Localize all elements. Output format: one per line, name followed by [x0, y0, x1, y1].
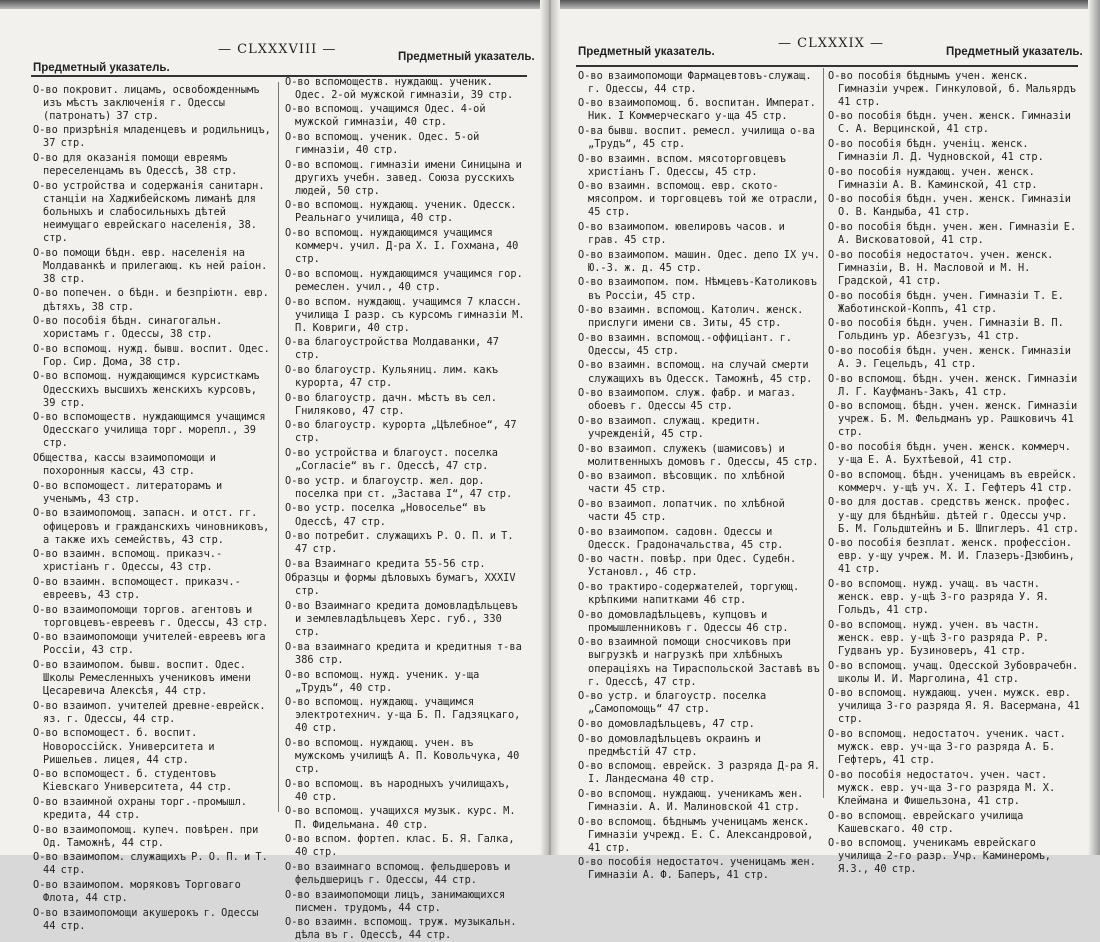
index-entry: О-во взаимопом. моряковъ Торговаго Флота, 44 стр.: [33, 878, 241, 905]
index-entry: О-во вспомощ. нужд. учен. въ частн. женск. евр. у-щѣ 3-го разряда Р. Р. Гудванъ ур. Бузиноверъ, 41 стр.: [828, 618, 1049, 657]
index-entry: О-во частн. повѣр. при Одес. Судебн. Установл., 46 стр.: [578, 553, 797, 579]
index-entry: О-ва бывш. воспит. ремесл. училища о-ва „Трудъ“, 45 стр.: [578, 124, 815, 150]
index-entry: О-во взаимн. вспомощ. Католич. женск. прислуги имени св. Зиты, 45 стр.: [578, 304, 804, 330]
index-entry: О-во взаимн. вспомощ. приказч.-христіанъ г. Одессы, 43 стр.: [33, 548, 223, 574]
index-entry: О-во покровит. лицамъ, освобожденнымъ изъ мѣстъ заключенія г. Одессы (патронатъ) 37 стр.: [33, 83, 260, 122]
index-entry: О-во устр. поселка „Новоселье“ въ Одессѣ, 47 стр.: [285, 502, 486, 528]
index-entry: О-во взаимопом. служ. фабр. и магаз. обоевъ г. Одессы 45 стр.: [578, 387, 797, 413]
index-entry: О-во Взаимнаго кредита домовладѣльцевъ и землевладѣльцевъ Херс. губ., 330 стр.: [285, 600, 518, 639]
index-entry: О-во вспомощ. нужд. бывш. воспит. Одес. Гор. Сир. Дома, 38 стр.: [33, 342, 270, 368]
index-entry: О-во пособія бѣдн. учен. женск. Гимназіи С. А. Верцинской, 41 стр.: [828, 110, 1071, 136]
index-entry: О-во домовладѣльцевъ окраинъ и предмѣстій 47 стр.: [578, 732, 761, 758]
right-page: [560, 0, 1088, 882]
index-entry: О-во устр. и благоустр. жел. дор. поселка при ст. „Застава І“, 47 стр.: [285, 474, 513, 500]
index-entry: О-во вспомощ. нужд. ученик. у-ща „Трудъ“, 40 стр.: [285, 668, 480, 694]
header-right: Предметный указатель.: [398, 51, 535, 63]
index-entry: О-во взаимопом. машин. Одес. депо ІХ уч. Ю.-З. ж. д. 45 стр.: [578, 248, 820, 274]
index-entry: О-во пособія бѣдн. учен. женск. Гимназіи О. В. Кандыба, 41 стр.: [828, 193, 1071, 219]
index-entry: О-во вспомощ. бѣдн. учен. женск. Гимназіи Л. Г. Кауфманъ-Закъ, 41 стр.: [828, 372, 1078, 398]
index-column-right: [285, 74, 527, 942]
index-entry: О-во взаимопомощ. купеч. повѣрен. при Од. Таможнѣ, 44 стр.: [33, 823, 259, 849]
index-entry: О-во вспомощ. бѣднымъ ученицамъ женск. Гимназіи учрежд. Е. С. Александровой, 41 стр.: [578, 815, 814, 854]
index-entry: О-во взаимн. вспомощест. приказч.-евреевъ, 43 стр.: [33, 575, 241, 601]
index-entry: О-во благоустр. курорта „Цѣлебное“, 47 стр.: [285, 419, 517, 445]
index-column-right: [828, 68, 1080, 876]
index-entry: О-во взаимн. вспомощ. труж. музыкальн. дѣла въ г. Одессѣ, 44 стр.: [285, 916, 517, 942]
index-entry: О-во устройства и благоуст. поселка „Согласіе“ въ г. Одессѣ, 47 стр.: [285, 447, 498, 473]
index-entry: Образцы и формы дѣловыхъ бумагъ, XXXIV стр.: [285, 572, 516, 598]
index-entry: О-во взаимопом. бывш. воспит. Одес. Школы Ремесленныхъ учениковъ имени Цесаревича Алексѣя, 44 стр.: [33, 658, 251, 698]
index-entry: Общества, кассы взаимопомощи и похоронныя кассы, 43 стр.: [33, 452, 216, 478]
book-gutter: [540, 0, 560, 855]
index-entry: О-во вспомощ. нужд. учащ. въ частн. женск. евр. у-щѣ 3-го разряда У. Я. Гольдъ, 41 стр.: [828, 577, 1049, 617]
index-entry: О-ва Взаимнаго кредита 55-56 стр.: [285, 557, 486, 570]
index-entry: О-во вспомощест. б. студентовъ Кіевскаго Университета, 44 стр.: [33, 768, 233, 794]
index-entry: О-во потребит. служащихъ Р. О. П. и Т. 47 стр.: [285, 530, 514, 556]
index-entry: О-во вспомощ. нуждающ. ученикамъ жен. Гимназіи. А. И. Малиновской 41 стр.: [578, 787, 804, 813]
index-entry: О-во взаимопомощи учителей-евреевъ юга Россіи, 43 стр.: [33, 631, 266, 657]
index-entry: О-во вспомощ. нуждающимся учащимся гор. ремеслен. учил., 40 стр.: [285, 267, 523, 293]
index-entry: О-во вспомощест. литераторамъ и ученымъ, 43 стр.: [33, 479, 223, 505]
index-entry: О-во пособія бѣдн. учен. Гимназіи Т. Е. Жаботинской-Коппъ, 41 стр.: [828, 289, 1064, 315]
page-number: — CLXXXIX —: [778, 36, 884, 51]
index-entry: О-во устр. и благоустр. поселка „Самопомощь“ 47 стр.: [578, 690, 767, 716]
index-entry: О-во пособія нуждающ. учен. женск. Гимназіи А. В. Каминской, 41 стр.: [828, 165, 1038, 191]
index-entry: О-во взаимопомощ. запасн. и отст. гг. офицеровъ и гражданскихъ чиновниковъ, а также ихъ семействъ, 43 стр.: [33, 507, 270, 546]
index-entry: О-во устройства и содержанія санитарн. станціи на Хаджибейскомъ лиманѣ для больныхъ и слабосильныхъ дѣтей неимущаго еврейскаго населенія, 38. стр.: [33, 179, 265, 245]
index-column-left: [33, 82, 274, 932]
index-entry: О-во взаимоп. служащ. кредитн. учрежденій, 45 стр.: [578, 414, 761, 440]
index-entry: О-во взаимной охраны торг.-промышл. кредита, 44 стр.: [33, 795, 247, 821]
index-entry: О-во взаимн. вспомощ. на случай смерти служащихъ въ Одесск. Таможнѣ, 45 стр.: [578, 359, 813, 385]
index-entry: О-во взаимопомощи Фармацевтовъ-служащ. г. Одессы, 44 стр.: [578, 69, 812, 95]
index-entry: О-во пособія бѣдн. учен. Гимназіи В. П. Гольдинъ ур. Абезгузъ, 41 стр.: [828, 317, 1064, 343]
index-entry: О-во взаимопомощ. б. воспитан. Императ. Ник. І Коммерческаго у-ща 45 стр.: [578, 97, 816, 123]
index-entry: О-во вспомощ. учащ. Одесской Зубоврачебн. школы И. И. Марголина, 41 стр.: [828, 659, 1079, 685]
index-entry: О-во домовладѣльцевъ, 47 стр.: [578, 717, 755, 730]
index-entry: О-во призрѣнія младенцевъ и родильницъ, 37 стр.: [33, 124, 271, 150]
index-entry: О-во взаимн. вспом. мясоторговцевъ христіанъ Г. Одессы, 45 стр.: [578, 152, 786, 178]
index-entry: О-во вспомощ. въ народныхъ училищахъ, 40 стр.: [285, 777, 511, 803]
index-entry: О-во пособія бѣдн. учен. жен. Гимназіи Е. А. Висковатовой, 41 стр.: [828, 221, 1077, 247]
index-entry: О-во пособія бѣднымъ учен. женск. Гимназіи учреж. Гинкуловой, б. Мальярдъ 41 стр.: [828, 69, 1076, 108]
index-entry: О-во вспомощ. нуждающ. учащимся электротехнич. у-ща Б. П. Гадзяцкаго, 40 стр.: [285, 696, 521, 735]
index-entry: О-во взаимопомощи торгов. агентовъ и торговцевъ-евреевъ г. Одессы, 43 стр.: [33, 603, 269, 629]
index-entry: О-во вспомощ. гимназіи имени Синицына и другихъ учебн. завед. Союза русскихъ людей, 50 стр.: [285, 158, 522, 197]
index-entry: О-во вспомощ. еврейск. 3 разряда Д-ра Я. І. Ландесмана 40 стр.: [578, 760, 820, 786]
header-left: Предметный указатель.: [33, 62, 170, 74]
index-entry: О-во вспомощ. еврейскаго училища Кашевскаго. 40 стр.: [828, 809, 1024, 835]
index-entry: О-во пособія безплат. женск. профессіон. евр. у-щу учреж. М. И. Глазеръ-Дзюбинъ, 41 стр.: [828, 537, 1075, 576]
index-entry: О-во домовладѣльцевъ, купцовъ и промышленниковъ г. Одессы 46 стр.: [578, 608, 789, 634]
index-entry: О-во вспомощ. учащимся Одес. 4-ой мужской гимназіи, 40 стр.: [285, 103, 486, 129]
index-entry: О-во вспомоществ. нуждающимся учащимся Одесскаго училища торг. морепл., 39 стр.: [33, 411, 266, 450]
header-rule: [576, 65, 1078, 67]
index-entry: О-во трактиро-содержателей, торгующ. крѣпкими напитками 46 стр.: [578, 580, 800, 607]
index-entry: О-во вспомощ. нуждающ. ученик. Одесск. Реальнаго училища, 40 стр.: [285, 199, 517, 225]
index-entry: О-во взаимопом. служащихъ Р. О. П. и Т. 44 стр.: [33, 851, 268, 877]
index-entry: О-во вспомощ. учащихся музык. курс. М. П. Фидельмана. 40 стр.: [285, 805, 516, 831]
index-entry: О-во вспомощ. недостаточ. ученик. част. мужск. евр. уч-ща 3-го разряда А. Б. Гефтеръ, 41 стр.: [828, 728, 1066, 767]
index-entry: О-во взаимоп. учителей древне-еврейск. яз. г. Одессы, 44 стр.: [33, 699, 266, 725]
index-entry: О-во пособія недостаточ. учен. женск. Гимназіи, В. Н. Масловой и М. Н. Градской, 41 стр.: [828, 248, 1054, 287]
column-separator: [823, 68, 824, 798]
index-entry: О-во для достав. средствъ женск. профес. у-щу для бѣднѣйш. дѣтей г. Одессы учр. Б. М. Гольдштейнъ и Б. Шпиглеръ. 41 стр.: [828, 496, 1079, 535]
index-entry: О-во вспомощ. нуждающимся учащимся коммерч. учил. Д-ра Х. І. Гохмана, 40 стр.: [285, 227, 519, 266]
index-entry: О-во пособія бѣдн. учен. женск. Гимназіи А. Э. Гецельдъ, 41 стр.: [828, 344, 1071, 370]
index-entry: О-во благоустр. дачн. мѣстъ въ сел. Гниляково, 47 стр.: [285, 391, 497, 417]
index-entry: О-во попечен. о бѣдн. и безпріютн. евр. дѣтяхъ, 38 стр.: [33, 287, 269, 313]
index-entry: О-во вспомощ. нуждающ. учен. мужск. евр. училища 3-го разряда Я. Я. Васермана, 41 стр.: [828, 687, 1080, 726]
index-entry: О-во вспомощ. бѣдн. ученицамъ въ еврейск. коммерч. у-щѣ уч. Х. І. Гефтеръ 41 стр.: [828, 468, 1078, 494]
left-page: [0, 0, 540, 942]
index-column-left: [578, 68, 820, 882]
index-entry: О-во взаимоп. служекъ (шамисовъ) и молитвенныхъ домовъ г. Одессы, 45 стр.: [578, 442, 819, 468]
index-entry: О-во вспомощест. б. воспит. Новороссійск. Университета и Ришельев. лицея, 44 стр.: [33, 727, 215, 766]
index-entry: О-во пособія недостаточ. ученицамъ жен. Гимназіи А. Ф. Баперъ, 41 стр.: [578, 856, 816, 882]
header-left: Предметный указатель.: [578, 46, 715, 58]
scan-right-edge: [1088, 0, 1100, 855]
index-entry: О-во пособія бѣдн. синагогальн. хористамъ г. Одессы, 38 стр.: [33, 315, 223, 341]
index-entry: О-во пособія бѣдн. учен. женск. коммерч. у-ща Е. А. Бухтѣевой, 41 стр.: [828, 441, 1071, 467]
index-entry: О-во взаимопом. пом. Нѣмцевъ-Католиковъ въ Россіи, 45 стр.: [578, 276, 817, 302]
index-entry: О-во благоустр. Кульяниц. лим. какъ курорта, 47 стр.: [285, 363, 498, 390]
index-entry: О-во вспомощ. нуждающимся курсисткамъ Одесскихъ высшихъ женскихъ курсовъ, 39 стр.: [33, 370, 260, 409]
index-entry: О-во для оказанія помощи евреямъ переселенцамъ въ Одессѣ, 38 стр.: [33, 151, 238, 178]
page-number: — CLXXXVIII —: [218, 42, 337, 57]
index-entry: О-во вспомощ. ученик. Одес. 5-ой гимназіи, 40 стр.: [285, 130, 480, 156]
index-entry: О-во вспом. фортеп. клас. Б. Я. Галка, 40 стр.: [285, 833, 515, 859]
index-entry: О-во вспомощ. бѣдн. учен. женск. Гимназіи учреж. Б. М. Фельдманъ ур. Рашковичъ 41 стр.: [828, 400, 1078, 439]
index-entry: О-ва взаимнаго кредита и кредитныя т-ва 386 стр.: [285, 640, 522, 666]
index-entry: О-во взаимн. вспомощ.-оффиціант. г. Одессы, 45 стр.: [578, 331, 792, 357]
index-entry: О-во взаимопомощи акушерокъ г. Одессы 44 стр.: [33, 906, 259, 932]
index-entry: О-во вспомоществ. нуждающ. ученик. Одес. 2-ой мужской гимназіи, 39 стр.: [285, 75, 514, 101]
index-entry: О-во взаимной помощи сносчиковъ при выгрузкѣ и нагрузкѣ при хлѣбныхъ операціяхъ на Тираспольской Заставѣ въ г. Одессѣ, 47 стр.: [578, 636, 820, 688]
index-entry: О-во вспом. нуждающ. учащимся 7 классн. училища І разр. съ курсомъ гимназіи М. П. Ковриги, 40 стр.: [285, 295, 525, 334]
index-entry: О-во взаимнаго вспомощ. фельдшеровъ и фельдшерицъ г. Одессы, 44 стр.: [285, 860, 511, 886]
index-entry: О-во пособія недостаточ. учен. част. мужск. евр. уч-ща 3-го разряда М. Х. Клеймана и Фишельзона, 41 стр.: [828, 768, 1056, 807]
index-entry: О-во вспомощ. нуждающ. учен. въ мужскомъ училищѣ А. П. Ковольчука, 40 стр.: [285, 737, 520, 776]
index-entry: О-ва благоустройства Молдаванки, 47 стр.: [285, 336, 499, 362]
index-entry: О-во помощи бѣдн. евр. населенія на Молдаванкѣ и прилегающ. къ ней раіон. 38 стр.: [33, 246, 268, 285]
index-entry: О-во взаимопом. ювелировъ часов. и грав. 45 стр.: [578, 221, 785, 247]
index-entry: О-во взаимопомощи лицъ, занимающихся писмен. трудомъ, 44 стр.: [285, 888, 506, 914]
index-entry: О-во взаимоп. вѣсовщик. по хлѣбной части 45 стр.: [578, 470, 785, 496]
index-entry: О-во взаимопом. садовн. Одессы и Одесск. Градоначальства, 45 стр.: [578, 525, 784, 551]
column-separator: [278, 82, 279, 812]
header-right: Предметный указатель.: [946, 46, 1083, 58]
index-entry: О-во пособія бѣдн. ученіц. женск. Гимназіи Л. Д. Чудновской, 41 стр.: [828, 137, 1044, 164]
index-entry: О-во взаимн. вспомощ. евр. ското-мясопром. и торговцевъ той же отрасли, 45 стр.: [578, 180, 819, 219]
index-entry: О-во взаимоп. лопатчик. по хлѣбной части 45 стр.: [578, 497, 785, 523]
index-entry: О-во вспомощ. ученикамъ еврейскаго училища 2-го разр. Учр. Каминеромъ, Я.З., 40 стр.: [828, 837, 1051, 876]
